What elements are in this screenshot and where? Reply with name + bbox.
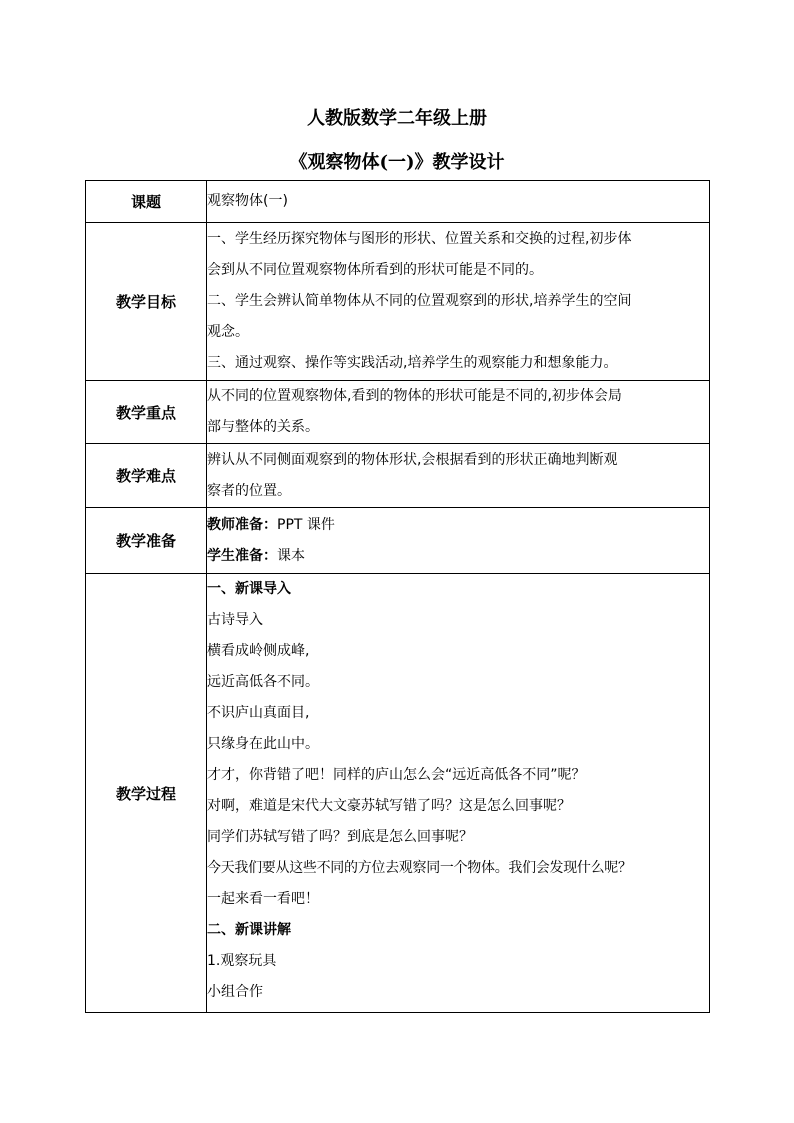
process-heading: 一、新课导入	[207, 581, 291, 597]
process-line: 才才，你背错了吧！同样的庐山怎么会“远近高低各不同”呢？	[207, 767, 586, 783]
document-title: 人教版数学二年级上册	[307, 108, 487, 129]
student-prep-value: 课本	[277, 547, 305, 564]
lesson-plan-table	[85, 180, 710, 1013]
process-line: 古诗导入	[207, 612, 263, 628]
process-line: 1.观察玩具	[207, 953, 277, 969]
teacher-prep-label: 教师准备：	[207, 516, 277, 533]
process-line: 对啊，难道是宋代大文豪苏轼写错了吗？这是怎么回事呢？	[207, 798, 571, 814]
row-difficulty	[86, 444, 710, 508]
key-line: 从不同的位置观察物体,看到的物体的形状可能是不同的,初步体会局	[207, 388, 622, 404]
process-line: 不识庐山真面目,	[207, 705, 310, 721]
process-heading: 二、新课讲解	[207, 922, 291, 938]
goals-label: 教学目标	[86, 223, 207, 381]
goals-line: 三、通过观察、操作等实践活动,培养学生的观察能力和想象能力。	[207, 355, 618, 371]
process-line: 只缘身在此山中。	[207, 736, 319, 752]
process-line: 横看成岭侧成峰,	[207, 643, 310, 659]
document-subtitle: 《观察物体(一)》教学设计	[289, 152, 505, 173]
row-key	[86, 381, 710, 444]
row-process	[86, 574, 710, 1013]
row-prep	[86, 508, 710, 574]
goals-line: 观念。	[207, 324, 249, 340]
teacher-prep	[207, 510, 709, 541]
process-line: 一起来看一看吧！	[207, 891, 319, 907]
teacher-prep-value: PPT 课件	[277, 516, 335, 533]
process-line: 小组合作	[207, 984, 263, 1000]
process-line: 今天我们要从这些不同的方位去观察同一个物体。我们会发现什么呢？	[207, 860, 632, 876]
row-topic	[86, 181, 710, 223]
key-label: 教学重点	[86, 381, 207, 444]
process-line: 同学们苏轼写错了吗？到底是怎么回事呢？	[207, 829, 473, 845]
student-prep	[207, 541, 709, 572]
process-line: 远近高低各不同。	[207, 674, 319, 690]
goals-line: 会到从不同位置观察物体所看到的形状可能是不同的。	[207, 262, 543, 278]
difficulty-label: 教学难点	[86, 444, 207, 508]
prep-label: 教学准备	[86, 508, 207, 574]
key-line: 部与整体的关系。	[207, 419, 319, 435]
student-prep-label: 学生准备：	[207, 547, 277, 564]
goals-line: 一、学生经历探究物体与图形的形状、位置关系和交换的过程,初步体	[207, 231, 632, 247]
row-goals	[86, 223, 710, 381]
goals-line: 二、学生会辨认简单物体从不同的位置观察到的形状,培养学生的空间	[207, 293, 632, 309]
difficulty-line: 辨认从不同侧面观察到的物体形状,会根据看到的形状正确地判断观	[207, 451, 618, 468]
topic-value: 观察物体(一)	[207, 193, 288, 209]
topic-label: 课题	[86, 181, 207, 223]
process-label: 教学过程	[86, 574, 207, 1013]
difficulty-line: 察者的位置。	[207, 482, 291, 499]
